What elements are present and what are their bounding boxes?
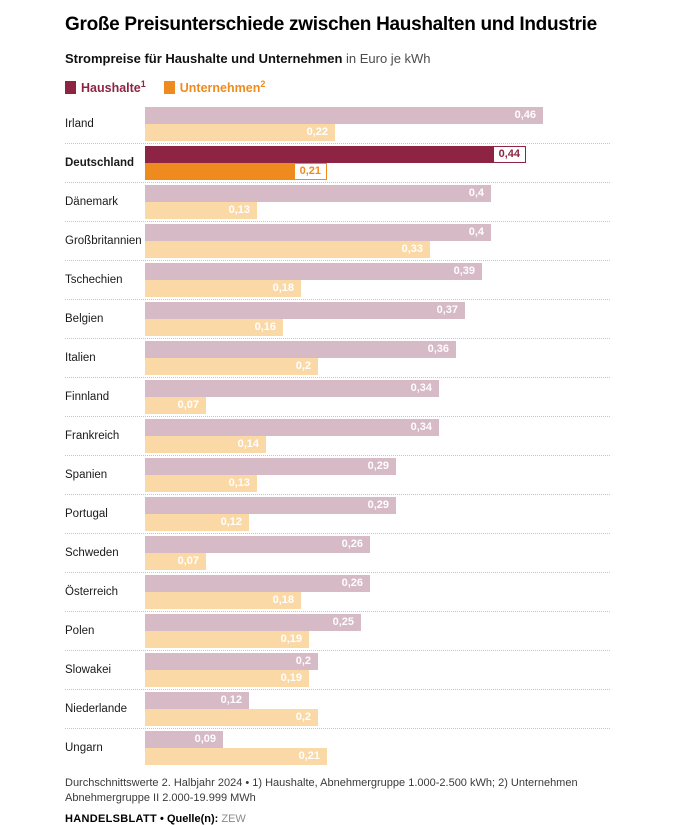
country-row bbox=[65, 222, 610, 261]
household-bar bbox=[145, 185, 491, 202]
country-row bbox=[65, 651, 610, 690]
country-row bbox=[65, 729, 610, 767]
country-label: Irland bbox=[65, 117, 94, 130]
country-bars bbox=[145, 458, 545, 492]
company-bar bbox=[145, 124, 335, 141]
source-value: ZEW bbox=[218, 813, 246, 825]
household-bar bbox=[145, 692, 249, 709]
footnote-line1: Durchschnittswerte 2. Halbjahr 2024 • 1) Haushalte, Abnehmergruppe 1.000-2.500 kWh; 2) Unternehmen bbox=[65, 777, 578, 790]
company-value-label: 0,22 bbox=[306, 126, 328, 139]
country-label: Slowakei bbox=[65, 663, 112, 676]
company-bar bbox=[145, 163, 327, 180]
country-row bbox=[65, 495, 610, 534]
household-value-label: 0,12 bbox=[220, 694, 242, 707]
country-label: Ungarn bbox=[65, 741, 103, 754]
company-bar bbox=[145, 748, 327, 765]
chart-subtitle bbox=[65, 51, 615, 66]
country-label: Finnland bbox=[65, 390, 110, 403]
household-value-label: 0,4 bbox=[468, 226, 484, 239]
legend-item-companies bbox=[164, 79, 266, 95]
country-row bbox=[65, 261, 610, 300]
company-bar bbox=[145, 280, 301, 297]
company-bar bbox=[145, 436, 266, 453]
chart-footer bbox=[65, 776, 625, 825]
country-bars bbox=[145, 653, 545, 687]
household-value-label: 0,34 bbox=[410, 421, 432, 434]
household-value-label: 0,4 bbox=[468, 187, 484, 200]
legend-companies-label: Unternehmen$^2$ bbox=[179, 79, 266, 96]
country-label: Tschechien bbox=[65, 273, 123, 286]
household-bar bbox=[145, 146, 526, 163]
household-value-label: 0,09 bbox=[194, 733, 216, 746]
footnote-line2: Abnehmergruppe II 2.000-19.999 MWh bbox=[65, 792, 256, 805]
company-value-label: 0,2 bbox=[295, 360, 311, 373]
household-value-label: 0,2 bbox=[295, 655, 311, 668]
company-bar bbox=[145, 553, 206, 570]
company-bar bbox=[145, 670, 309, 687]
country-label: Belgien bbox=[65, 312, 104, 325]
country-bars bbox=[145, 380, 545, 414]
country-bars bbox=[145, 302, 545, 336]
country-label: Italien bbox=[65, 351, 96, 364]
country-bars bbox=[145, 224, 545, 258]
country-row bbox=[65, 417, 610, 456]
company-bar bbox=[145, 514, 249, 531]
source-separator: • bbox=[157, 813, 167, 825]
household-value-label: 0,29 bbox=[367, 460, 389, 473]
country-label: Großbritannien bbox=[65, 234, 142, 247]
household-bar bbox=[145, 497, 396, 514]
company-value-label: 0,21 bbox=[295, 164, 326, 179]
country-bars bbox=[145, 536, 545, 570]
household-value-label: 0,39 bbox=[453, 265, 475, 278]
household-bar bbox=[145, 341, 456, 358]
country-row bbox=[65, 300, 610, 339]
households-footnote-ref: 1 bbox=[140, 79, 146, 89]
company-bar bbox=[145, 709, 318, 726]
brand-wordmark: HANDELSBLATT bbox=[65, 813, 157, 825]
company-value-label: 0,12 bbox=[220, 516, 242, 529]
country-bars bbox=[145, 575, 545, 609]
country-row bbox=[65, 534, 610, 573]
household-bar bbox=[145, 302, 465, 319]
company-value-label: 0,21 bbox=[298, 750, 320, 763]
company-value-label: 0,14 bbox=[237, 438, 259, 451]
company-value-label: 0,33 bbox=[401, 243, 423, 256]
legend-item-households bbox=[65, 79, 146, 95]
country-bars bbox=[145, 419, 545, 453]
source-label: Quelle(n): bbox=[166, 813, 219, 825]
company-value-label: 0,18 bbox=[272, 594, 294, 607]
company-value-label: 0,13 bbox=[228, 204, 250, 217]
household-bar bbox=[145, 575, 370, 592]
country-label: Polen bbox=[65, 624, 95, 637]
company-bar bbox=[145, 475, 257, 492]
company-value-label: 0,07 bbox=[177, 555, 199, 568]
country-label: Spanien bbox=[65, 468, 108, 481]
page-title: Große Preisunterschiede zwischen Haushalten und Industrie bbox=[65, 14, 597, 35]
country-bars bbox=[145, 692, 545, 726]
company-value-label: 0,07 bbox=[177, 399, 199, 412]
country-label: Niederlande bbox=[65, 702, 128, 715]
country-bars bbox=[145, 341, 545, 375]
company-bar bbox=[145, 592, 301, 609]
household-value-label: 0,29 bbox=[367, 499, 389, 512]
companies-swatch-icon bbox=[164, 81, 175, 94]
company-value-label: 0,13 bbox=[228, 477, 250, 490]
company-value-label: 0,16 bbox=[254, 321, 276, 334]
source-line bbox=[65, 813, 625, 825]
household-bar bbox=[145, 224, 491, 241]
household-bar bbox=[145, 419, 439, 436]
country-label: Dänemark bbox=[65, 195, 119, 208]
household-value-label: 0,25 bbox=[332, 616, 354, 629]
household-bar bbox=[145, 458, 396, 475]
household-bar bbox=[145, 653, 318, 670]
household-value-label: 0,26 bbox=[341, 577, 363, 590]
country-row bbox=[65, 183, 610, 222]
country-bars bbox=[145, 263, 545, 297]
household-value-label: 0,36 bbox=[427, 343, 449, 356]
company-bar bbox=[145, 202, 257, 219]
company-bar bbox=[145, 397, 206, 414]
country-row bbox=[65, 456, 610, 495]
companies-footnote-ref: 2 bbox=[260, 79, 266, 89]
country-row bbox=[65, 690, 610, 729]
company-value-label: 0,18 bbox=[272, 282, 294, 295]
household-value-label: 0,37 bbox=[436, 304, 458, 317]
company-value-label: 0,19 bbox=[280, 633, 302, 646]
legend-households-label: Haushalte$^1$ bbox=[81, 79, 146, 96]
household-bar bbox=[145, 614, 361, 631]
country-label: Deutschland bbox=[65, 156, 135, 169]
footnote bbox=[65, 776, 625, 806]
country-row bbox=[65, 378, 610, 417]
subtitle-bold: Strompreise für Haushalte und Unternehmen bbox=[65, 51, 343, 66]
household-bar bbox=[145, 263, 482, 280]
country-bars bbox=[145, 107, 545, 141]
household-value-label: 0,46 bbox=[514, 109, 536, 122]
country-bars bbox=[145, 497, 545, 531]
company-bar bbox=[145, 319, 283, 336]
country-row bbox=[65, 144, 610, 183]
company-value-label: 0,2 bbox=[295, 711, 311, 724]
chart-legend bbox=[65, 79, 615, 95]
country-row bbox=[65, 339, 610, 378]
country-bars bbox=[145, 614, 545, 648]
country-label: Frankreich bbox=[65, 429, 120, 442]
household-value-label: 0,34 bbox=[410, 382, 432, 395]
country-row bbox=[65, 573, 610, 612]
households-swatch-icon bbox=[65, 81, 76, 94]
country-label: Österreich bbox=[65, 585, 119, 598]
country-bars bbox=[145, 185, 545, 219]
country-row bbox=[65, 612, 610, 651]
company-bar bbox=[145, 631, 309, 648]
company-value-label: 0,19 bbox=[280, 672, 302, 685]
country-row bbox=[65, 105, 610, 144]
country-label: Portugal bbox=[65, 507, 108, 520]
household-value-label: 0,44 bbox=[494, 147, 525, 162]
household-bar bbox=[145, 731, 223, 748]
household-bar bbox=[145, 536, 370, 553]
household-value-label: 0,26 bbox=[341, 538, 363, 551]
household-bar bbox=[145, 107, 543, 124]
country-bars bbox=[145, 731, 545, 765]
household-bar bbox=[145, 380, 439, 397]
bar-chart bbox=[65, 105, 610, 767]
company-bar bbox=[145, 358, 318, 375]
country-bars bbox=[145, 146, 545, 180]
company-bar bbox=[145, 241, 430, 258]
country-label: Schweden bbox=[65, 546, 119, 559]
subtitle-unit: in Euro je kWh bbox=[342, 51, 431, 66]
